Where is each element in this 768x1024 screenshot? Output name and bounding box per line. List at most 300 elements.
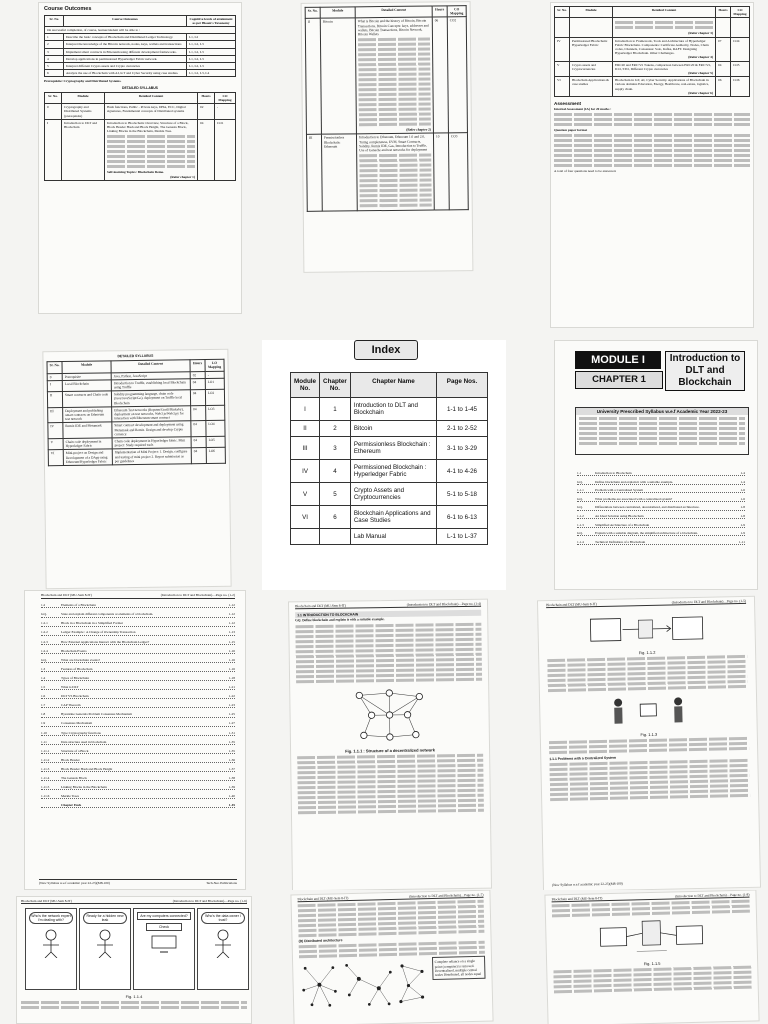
syllabus-table	[554, 6, 750, 97]
cell: 2-1 to 2-52	[437, 421, 488, 437]
syllabus-title: DETAILED SYLLABUS	[117, 353, 154, 359]
text-lines	[107, 135, 195, 168]
col-header: Sr. No	[45, 15, 64, 26]
toc-text: CAP Theorem	[61, 703, 81, 708]
col-header: CO Mapping	[215, 92, 236, 103]
internal-assessment: Internal Assessment (IA) for 20 marks :	[554, 106, 612, 111]
toc-entry[interactable]	[41, 621, 235, 626]
toc-entry[interactable]	[41, 640, 235, 645]
chapter-link[interactable]: Permissioned Blockchain : Hyperledger Fabric	[350, 460, 436, 483]
cell	[105, 119, 198, 180]
figure-caption: Fig. 1.1.5	[643, 960, 661, 967]
cell: 1	[45, 34, 64, 41]
document-page	[288, 599, 492, 890]
cell-text: Introduction to Ethereum, Ethereum 1.0 and 2.0, Turing completeness, EVM, Smart Contracts, Solidity, Remix IDE, Gas, Introduction to Truffle, Use of Ganache and test networks for deployment	[358, 135, 428, 153]
header-right: (Introduction to DLT and Blockchain)....Page no. (1-6)	[172, 899, 247, 903]
toc-entry[interactable]	[41, 712, 235, 717]
toc-page: 1-6	[740, 496, 745, 501]
toc-page: 1-8	[740, 505, 745, 510]
toc-entry[interactable]	[577, 497, 745, 502]
toc-text: Chapter Ends	[61, 803, 82, 808]
toc-text: DLT VS Blockchain	[61, 694, 89, 699]
col-header: Sr. No.	[45, 92, 62, 103]
chapter-link[interactable]: Bitcoin	[350, 421, 436, 437]
toc-text: Merkle Trees	[61, 794, 79, 799]
header-left: Blockchain and DLT (MU-Sem 8-IT)	[297, 896, 349, 902]
chapter-link[interactable]: Permissionless Blockchain : Ethereum	[350, 437, 436, 460]
toc-entry[interactable]	[577, 505, 745, 510]
figure-legend: Complete reliance on a single point (computer) is removed. Decentralized, multiple central nodes Distributed, all nodes equal	[432, 956, 486, 980]
text-lines	[358, 38, 431, 127]
cell: III	[291, 437, 320, 460]
toc-number: 1.2.4	[41, 648, 48, 653]
toc-page: 1-16	[228, 666, 235, 671]
cell: -	[205, 371, 224, 378]
col-header: CO Mapping	[447, 6, 466, 18]
col-header: Cognitive levels of attainment as per Bloom's Taxonomy	[187, 15, 236, 26]
toc-number: GQ.	[41, 657, 47, 662]
col-header: Sr. No.	[47, 362, 62, 374]
toc-text: Features of Blockchain	[61, 666, 93, 671]
running-footer: (New Syllabus w.e.f academic year 22-23)(M8-100)	[551, 881, 623, 887]
toc-number: 1.11.6	[41, 794, 50, 799]
toc-page: 1-6	[740, 488, 745, 493]
cell: LO2	[205, 389, 224, 405]
table-row[interactable]	[291, 483, 488, 506]
figure-caption: Fig. 1.1.2	[638, 650, 656, 656]
cell: Describe the basic concepts of Blockchain and Distributed Ledger Technology.	[64, 34, 187, 41]
cell: 04	[190, 390, 205, 406]
page-tile-intro-blockchain[interactable]	[262, 590, 506, 890]
cell: Smart contracts and Chain code	[62, 391, 111, 407]
network-topologies-diagram	[299, 958, 429, 1011]
lab-syllabus-table	[46, 359, 225, 466]
toc-text: Problem with a Centralized System	[595, 488, 644, 493]
person-icon	[31, 928, 71, 958]
toc-number: 1.4	[41, 675, 46, 680]
syllabus-banner: University Prescribed Syllabus w.e.f Academic Year 2022-23	[576, 408, 748, 415]
toc-page: 1-12	[228, 621, 235, 626]
cell: Hash functions, Public - Private keys, DHA, ECC, Digital signatures, Fundamental concepts of Distributed systems	[105, 104, 198, 120]
running-footer	[39, 879, 237, 885]
chapter-badge	[575, 371, 663, 389]
refer-chapter: (Refer chapter 4)	[688, 55, 713, 60]
cell: VI	[291, 506, 320, 529]
shared-document-illustration	[596, 916, 707, 961]
toc-text: Blockchain Events	[61, 648, 87, 653]
self-learning: Self-learning Topics: Blockchain Demo.	[107, 170, 165, 175]
toc-entry[interactable]	[41, 740, 235, 745]
toc-page: 1-27	[228, 721, 235, 726]
computer-icon	[144, 934, 184, 954]
toc-page: 1-31	[228, 730, 235, 735]
cell: L1, L2, L3	[187, 63, 236, 70]
prerequisite: Prerequisite: Cryptography and Distributed Systems.	[44, 79, 122, 84]
cell	[613, 37, 716, 61]
col-header: Page Nos.	[437, 373, 488, 398]
col-header: Hours	[716, 7, 731, 18]
toc-entry[interactable]	[577, 471, 745, 476]
cell: 10	[433, 133, 449, 210]
text-lines	[297, 753, 484, 814]
toc-text: Explain with a suitable diagram, the simplified architecture of a blockchain.	[595, 531, 699, 536]
toc-number: 1.1.2	[577, 513, 584, 518]
cell	[613, 77, 716, 97]
cell: 02	[190, 371, 205, 378]
cell: Deployment and publishing smart contracts on Ethereum test network	[63, 407, 112, 423]
col-header: Course Outcomes	[64, 15, 187, 26]
page-tile-index[interactable]	[262, 340, 506, 590]
toc-text: Ledger Example : A Change of Ownership Transaction	[61, 630, 136, 635]
toc-text: The Genesis Block	[61, 775, 87, 780]
page-tile-lab-syllabus[interactable]	[0, 340, 262, 590]
toc-entry[interactable]	[41, 803, 235, 808]
cell: Solidity programming language, chain code (Java/JavaScript/Go), deployment on Truffle local Blockchain	[111, 390, 190, 407]
toc-number: 1.9	[41, 721, 46, 726]
cell	[320, 529, 351, 545]
col-header: Detailed Content	[355, 6, 432, 18]
cell: L1, L2, L3, L4	[187, 70, 236, 77]
cell: V	[48, 439, 63, 451]
toc-page: 1-11	[738, 539, 745, 544]
col-header: Chapter No.	[320, 373, 351, 398]
toc-page: 1-21	[228, 685, 235, 690]
page-tile-comic-figure[interactable]	[0, 890, 262, 1024]
table-row[interactable]	[291, 421, 488, 437]
gq-question: GQ. Define blockchain and explain it with a suitable example.	[295, 617, 385, 623]
cell: LO1	[205, 378, 224, 390]
toc-page: 1-9	[740, 531, 745, 536]
people-sharing-illustration	[598, 691, 699, 733]
col-header: Chapter Name	[350, 373, 436, 398]
toc-entry[interactable]	[41, 612, 235, 617]
cell: 04	[191, 421, 206, 437]
cell: Introduction to DLT and Blockchain	[62, 119, 105, 180]
col-header: CO Mapping	[731, 7, 750, 18]
text-lines	[547, 655, 748, 692]
toc-entry[interactable]	[577, 531, 745, 536]
cell: 1-1 to 1-45	[437, 398, 488, 421]
publisher-name: Tech-Neo Publications	[206, 880, 237, 885]
toc-entry[interactable]	[41, 749, 235, 754]
col-header: Hours	[190, 360, 205, 372]
cell: Crypto assets and Cryptocurrencies	[570, 61, 613, 77]
header-left: Blockchain and DLT (MU-Sem 8-IT)	[551, 896, 603, 902]
toc-page: 1-25	[228, 712, 235, 717]
chapter-link[interactable]: Introduction to DLT and Blockchain	[350, 398, 436, 421]
col-header: Module No.	[291, 373, 320, 398]
table-row[interactable]	[291, 529, 488, 545]
refer-chapter: (Refer chapter 3)	[688, 31, 713, 36]
cell: L1, L2, L3	[187, 41, 236, 48]
cell: 06	[432, 17, 448, 133]
decentralized-network-diagram	[349, 684, 430, 745]
header-right: (Introduction to DLT and Blockchain)....Page no. (1-5)	[671, 598, 747, 605]
toc-number: GQ.	[41, 612, 47, 617]
chapter-link[interactable]: Blockchain Applications and Case Studies	[350, 506, 436, 529]
cell: 5	[45, 63, 64, 70]
toc-number: 1.8	[41, 712, 46, 717]
cell: CO4	[731, 37, 750, 61]
page-tile-course-outcomes[interactable]	[0, 0, 262, 340]
syllabus-box	[575, 407, 749, 455]
toc-entry[interactable]	[41, 694, 235, 699]
cell: Ethereum Test networks (Ropsten/Gorili/Rinkeby), deployment on test networks, Web3.js/Web3.py for interaction with Ethereum smart contract	[112, 406, 191, 423]
cell: 4	[45, 55, 64, 62]
text-lines	[295, 622, 482, 683]
document-page	[290, 890, 493, 1024]
toc-entry[interactable]	[41, 603, 235, 608]
page-tile-centralized[interactable]	[506, 590, 768, 890]
table-row[interactable]	[291, 398, 488, 421]
cell: 0	[47, 373, 62, 380]
table-row[interactable]	[291, 460, 488, 483]
toc-entry[interactable]	[577, 488, 745, 493]
toc-entry[interactable]	[41, 685, 235, 690]
cell	[355, 17, 433, 134]
toc-number: 1.11.1	[41, 748, 50, 753]
toc-number: 1.2.1	[41, 621, 48, 626]
col-header: Detailed Content	[613, 7, 716, 18]
cell-text: ERC20 and ERC721 Tokens, comparison between ERC20 & ERC721, ICO, STO, Different Crypto currencies	[615, 62, 712, 71]
cell: 04	[191, 448, 206, 464]
cell: 3	[45, 48, 64, 55]
cell	[356, 133, 434, 211]
col-header: Detailed Content	[105, 92, 198, 103]
cell: 2	[45, 41, 64, 48]
toc-entry[interactable]	[577, 514, 745, 519]
cell: Cryptography and Distributed Systems (prerequisite)	[62, 104, 105, 120]
toc-text: Elements of a Blockchain	[61, 603, 96, 608]
toc-page: 1-45	[228, 803, 235, 808]
col-header: LO Mapping	[205, 359, 224, 371]
page-tile-distributed[interactable]	[262, 890, 506, 1024]
toc-page: 1-39	[228, 785, 235, 790]
header-right: (Introduction to DLT and Blockchain)....Page no. (1-7)	[409, 892, 484, 899]
comic-panel	[79, 908, 131, 990]
module-badge	[575, 351, 661, 369]
toc-text: How External Applications Interact with the Blockchain Ledger?	[61, 639, 150, 644]
cell: Develop applications in permissioned Hyperledger Fabric network.	[64, 55, 187, 62]
cell: Blockchain Applications & case studies	[570, 77, 613, 97]
syllabus-table	[44, 92, 236, 181]
document-page	[544, 890, 759, 1024]
toc-text: Byzantine Generals Problem Consensus Mechanism	[61, 712, 133, 717]
network-figures	[299, 956, 486, 1011]
cell: 04	[198, 119, 215, 180]
index-title: Index	[371, 344, 401, 356]
toc-entry[interactable]	[577, 523, 745, 528]
text-lines	[21, 1001, 247, 1009]
toc-text: What problems are associated with a centralized system?	[595, 496, 673, 501]
cell: L-1 to L-37	[437, 529, 488, 545]
index-table	[290, 372, 488, 545]
cell: VI	[48, 450, 63, 466]
toc-entry[interactable]	[41, 776, 235, 781]
cell: LO4	[206, 421, 225, 437]
comic-panel	[133, 908, 195, 990]
figure-caption: Fig. 1.1.3	[640, 732, 658, 738]
toc-number: 1.2.2	[41, 630, 48, 635]
col-header: Hours	[198, 92, 215, 103]
cell: Mini-project on Design and Development of a DApp using Ethereum/Hyperledger Fabric	[63, 449, 112, 465]
toc-text: Type Cryptography functions	[61, 730, 101, 735]
header-left: Blockchain and DLT (MU-Sem 8-IT)	[21, 899, 72, 903]
toc-page: 1-35	[228, 739, 235, 744]
cell-text: Introduction to Blockchain: Overview, Structure of a Block, Block Header Hash and Block Height, The Genesis Block, Linking Blocks in the Blockchain, Merkle Tree.	[107, 120, 189, 134]
cell: 2	[320, 421, 351, 437]
table-row[interactable]	[291, 437, 488, 460]
toc-entry[interactable]	[41, 758, 235, 763]
toc-entry[interactable]	[41, 703, 235, 708]
toc-page: 1-23	[228, 703, 235, 708]
header-left: Blockchain and DLT (MU-Sem 8-IT)	[295, 603, 346, 609]
cell: 1	[320, 398, 351, 421]
cell-text: Blockchain in IoT, AI, Cyber Security. Applications of Blockchain in various domains Education, Energy, Healthcare, real-estate, logistics, supply chain.	[615, 78, 709, 91]
toc-text: Block Header Hash and Block Height	[61, 766, 113, 771]
toc-entry[interactable]	[41, 676, 235, 681]
toc-page: 1-37	[228, 766, 235, 771]
document-page	[24, 590, 246, 890]
header-right: (Introduction to DLT and Blockchain)....Page no. (1-2)	[160, 593, 235, 597]
toc-entry[interactable]	[41, 667, 235, 672]
page-tile-chapter-opener[interactable]	[506, 340, 768, 590]
document-page	[301, 1, 474, 273]
text-lines	[549, 759, 750, 801]
speech-bubble: Who's the network expert I'm dealing with?	[29, 912, 73, 924]
cell: 5-1 to 5-18	[437, 483, 488, 506]
toc-entry[interactable]	[41, 721, 235, 726]
cell: Remix IDE and Metamask	[63, 422, 112, 438]
toc-number: 1.11.2	[41, 757, 50, 762]
cell: Permissionless Blockchain: Ethereum	[321, 134, 357, 211]
toc-number: 1.11.3	[41, 766, 50, 771]
document-sharing-illustration	[586, 609, 707, 652]
toc-entry[interactable]	[577, 480, 745, 485]
table-row[interactable]	[291, 506, 488, 529]
toc-entry[interactable]	[41, 649, 235, 654]
toc-number: 1.1	[577, 471, 582, 475]
text-lines	[552, 900, 750, 918]
table-row	[45, 41, 236, 48]
toc-text: Technical Definition of a Blockchain	[595, 539, 646, 544]
person-icon	[203, 928, 243, 958]
cell: Java, Python, JavaScript	[111, 371, 190, 379]
table-row	[45, 63, 236, 70]
toc-page: 1-12	[228, 612, 235, 617]
cell: LO5	[206, 436, 225, 448]
cell: Chain code deployment in Hyperledger fabric. Mini project: Study required tools	[112, 437, 191, 450]
toc-entry[interactable]	[577, 540, 745, 545]
toc-text: Introduction to Blockchain	[595, 471, 632, 475]
cell: II	[291, 421, 320, 437]
cell: Bitcoin	[320, 18, 356, 134]
comic-panel	[197, 908, 249, 990]
cell: Introduction to Truffle, establishing local Blockchain using Truffle	[111, 379, 190, 392]
cell: IV	[48, 423, 63, 439]
toc-page: 1-38	[228, 775, 235, 780]
table-row	[305, 17, 467, 135]
page-tile-syllabus-bitcoin[interactable]	[262, 0, 506, 340]
cell: 4-1 to 4-26	[437, 460, 488, 483]
toc-text: Block in a Blockchain in a Simplified Format	[61, 621, 123, 626]
toc-page: 1-36	[228, 757, 235, 762]
toc-number: 1.11.5	[41, 785, 50, 790]
refer-chapter: (Refer chapter 6)	[688, 90, 713, 95]
page-tile-syllabus-assessment[interactable]	[506, 0, 768, 340]
text-lines	[298, 900, 485, 938]
cell: 06	[716, 77, 731, 97]
toc-entry[interactable]	[41, 658, 235, 663]
toc-page: 1-12	[228, 603, 235, 608]
table-row	[45, 119, 236, 180]
subsection-heading: 1.1.1 Problems with a Centralized System	[549, 755, 617, 762]
course-outcomes-table	[44, 15, 236, 78]
cell: CO2	[447, 17, 467, 133]
toc-entry[interactable]	[41, 767, 235, 772]
section-heading: 1.1 INTRODUCTION TO BLOCKCHAIN	[295, 610, 481, 619]
chapter-title-box	[665, 351, 745, 391]
comic-panel	[25, 908, 77, 990]
toc-number: 1.1.3	[577, 522, 584, 527]
cell: I	[45, 119, 62, 180]
text-lines	[576, 417, 748, 445]
running-header	[41, 593, 235, 599]
toc-number: 1.3	[41, 666, 46, 671]
toc-number: GQ.	[577, 479, 583, 484]
cell: LO6	[206, 448, 225, 464]
speech-bubble: Who's the data owner I trust?	[201, 912, 245, 924]
toc-page: 1-4	[740, 479, 745, 484]
page-tile-contents[interactable]	[0, 590, 262, 890]
cell: 04	[191, 405, 206, 421]
toc-page: 1-16	[228, 648, 235, 653]
toc-entry[interactable]	[41, 785, 235, 790]
check-box-label: Check	[146, 923, 182, 931]
toc-text: Block Header	[61, 757, 80, 762]
cell: L1, L2	[187, 34, 236, 41]
toc-text: Data structure used in blockchain	[61, 739, 107, 744]
cell: 6	[45, 70, 64, 77]
toc-entry[interactable]	[41, 731, 235, 736]
toc-number: 1.2	[41, 603, 46, 608]
toc-number	[41, 803, 61, 807]
toc-entry[interactable]	[41, 630, 235, 635]
comic-illustration	[21, 904, 247, 994]
cell: 6	[320, 506, 351, 529]
cell: Analyze the use of Blockchain with AI, IoT and Cyber Security using case studies.	[64, 70, 187, 77]
cell: CO6	[731, 77, 750, 97]
table-row	[45, 55, 236, 62]
toc-text: Define blockchain and explain it with a suitable example.	[595, 479, 674, 484]
refer-chapter: (Refer chapter 2)	[406, 127, 431, 133]
chapter-link[interactable]: Crypto Assets and Cryptocurrencies	[350, 483, 436, 506]
toc-entry[interactable]	[41, 794, 235, 799]
toc-page: 1-13	[228, 630, 235, 635]
toc-page: 1-16	[228, 657, 235, 662]
cell	[613, 61, 716, 77]
cell: 3-1 to 3-29	[437, 437, 488, 460]
chapter-link[interactable]: Lab Manual	[350, 529, 436, 545]
cell: Prerequisite	[62, 372, 111, 380]
toc-page: 1-15	[228, 639, 235, 644]
text-lines	[359, 154, 432, 208]
table-row	[45, 70, 236, 77]
cell: CO5	[731, 61, 750, 77]
cell: 04	[190, 378, 205, 390]
page-tile-shared-document[interactable]	[506, 890, 768, 1024]
chapter-toc	[41, 603, 235, 808]
